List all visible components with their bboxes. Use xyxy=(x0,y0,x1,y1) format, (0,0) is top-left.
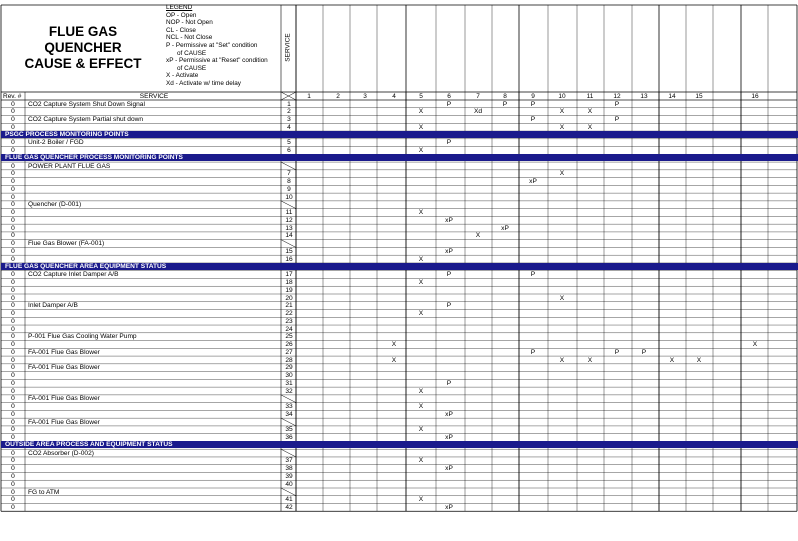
effect-mark: P xyxy=(446,139,452,147)
effect-mark: X xyxy=(587,123,593,131)
cause-number: 10 xyxy=(285,193,293,201)
title-line-3: CAUSE & EFFECT xyxy=(24,56,142,71)
service-description: CO2 Capture System Partial shut down xyxy=(28,116,144,124)
rev-cell: 0 xyxy=(11,147,15,155)
rev-cell: 0 xyxy=(11,162,15,170)
cause-number: 2 xyxy=(287,108,291,116)
cause-number: 11 xyxy=(285,209,293,217)
cause-number: 19 xyxy=(285,286,293,294)
cause-number: 18 xyxy=(285,278,293,286)
rev-cell: 0 xyxy=(11,310,15,318)
legend-item: xP - Permissive at "Reset" condition xyxy=(166,57,268,65)
cause-number: 23 xyxy=(285,317,293,325)
cause-number: 17 xyxy=(285,271,293,279)
effect-mark: X xyxy=(418,310,424,318)
cause-number: 4 xyxy=(287,123,291,131)
rev-cell: 0 xyxy=(11,504,15,512)
rev-cell: 0 xyxy=(11,271,15,279)
cause-number: 14 xyxy=(285,232,293,240)
effect-mark: X xyxy=(587,108,593,116)
legend-item: of CAUSE xyxy=(177,64,207,72)
cause-number: 38 xyxy=(285,465,293,473)
effect-col-header-3: 3 xyxy=(363,93,367,100)
rev-cell: 0 xyxy=(11,286,15,294)
rev-cell: 0 xyxy=(11,185,15,193)
effect-mark: X xyxy=(475,232,481,240)
effect-mark: P xyxy=(530,116,536,124)
effect-col-header-1: 1 xyxy=(307,93,311,100)
effect-mark: P xyxy=(641,348,647,356)
effect-mark: X xyxy=(418,255,424,263)
effect-col-header-16: 16 xyxy=(751,93,759,100)
grid-line xyxy=(281,162,296,170)
rev-cell: 0 xyxy=(11,472,15,480)
service-description: Quencher (D-001) xyxy=(28,201,82,209)
cause-number: 22 xyxy=(285,310,293,318)
effect-mark: X xyxy=(418,457,424,465)
cause-number: 24 xyxy=(285,325,293,333)
section-header: FLUE GAS QUENCHER PROCESS MONITORING POINTS xyxy=(1,154,798,161)
grid-line xyxy=(281,488,296,496)
effect-mark: X xyxy=(696,356,702,364)
cause-number: 31 xyxy=(285,379,293,387)
rev-cell: 0 xyxy=(11,395,15,403)
rev-cell: 0 xyxy=(11,418,15,426)
service-description: CO2 Absorber (D-002) xyxy=(28,449,94,457)
rev-cell: 0 xyxy=(11,193,15,201)
rev-cell: 0 xyxy=(11,356,15,364)
rev-cell: 0 xyxy=(11,170,15,178)
rev-cell: 0 xyxy=(11,317,15,325)
effect-mark: P xyxy=(530,271,536,279)
legend-item: OP - Open xyxy=(166,11,197,19)
grid-line xyxy=(281,201,296,209)
effect-mark: X xyxy=(418,108,424,116)
effect-mark: Xd xyxy=(473,108,483,116)
rev-cell: 0 xyxy=(11,333,15,341)
effect-mark: xP xyxy=(445,216,453,224)
cause-number: 34 xyxy=(285,410,293,418)
service-header: SERVICE xyxy=(139,93,169,100)
effect-mark: X xyxy=(418,387,424,395)
title-line-1: FLUE GAS xyxy=(48,24,118,39)
legend-item: X - Activate xyxy=(166,72,199,80)
rev-cell: 0 xyxy=(11,278,15,286)
rev-cell: 0 xyxy=(11,240,15,248)
rev-cell: 0 xyxy=(11,372,15,380)
cause-number: 27 xyxy=(285,348,293,356)
effect-mark: X xyxy=(559,170,565,178)
service-vertical-label: SERVICE xyxy=(284,33,292,62)
cause-number: 9 xyxy=(287,185,291,193)
effect-mark: xP xyxy=(529,178,537,186)
effect-mark: P xyxy=(446,271,452,279)
service-description: CO2 Capture System Shut Down Signal xyxy=(28,100,145,108)
cause-number: 42 xyxy=(285,504,293,512)
rev-cell: 0 xyxy=(11,224,15,232)
rev-cell: 0 xyxy=(11,465,15,473)
cause-number: 20 xyxy=(285,294,293,302)
rev-cell: 0 xyxy=(11,178,15,186)
cause-number: 3 xyxy=(287,116,291,124)
rev-cell: 0 xyxy=(11,201,15,209)
effect-mark: X xyxy=(418,403,424,411)
effect-col-header-15: 15 xyxy=(695,93,703,100)
legend-item: P - Permissive at "Set" condition xyxy=(166,41,258,49)
cause-number: 33 xyxy=(285,403,293,411)
grid-line xyxy=(281,418,296,426)
effect-mark: P xyxy=(446,100,452,108)
cause-number: 8 xyxy=(287,178,291,186)
effect-mark: X xyxy=(391,341,397,349)
rev-cell: 0 xyxy=(11,379,15,387)
rev-header: Rev. # xyxy=(3,93,22,100)
legend-item: CL - Close xyxy=(166,26,196,34)
effect-mark: X xyxy=(559,108,565,116)
rev-cell: 0 xyxy=(11,247,15,255)
rev-cell: 0 xyxy=(11,348,15,356)
rev-cell: 0 xyxy=(11,139,15,147)
effect-mark: X xyxy=(418,123,424,131)
service-description: FA-001 Flue Gas Blower xyxy=(28,418,100,426)
effect-col-header-14: 14 xyxy=(668,93,676,100)
cause-number: 16 xyxy=(285,255,293,263)
effect-mark: X xyxy=(559,356,565,364)
effect-col-header-8: 8 xyxy=(503,93,507,100)
cause-number: 25 xyxy=(285,333,293,341)
cause-number: 15 xyxy=(285,247,293,255)
rev-cell: 0 xyxy=(11,364,15,372)
effect-mark: X xyxy=(669,356,675,364)
service-description: Unit-2 Boiler / FGD xyxy=(28,139,84,147)
service-description: Inlet Damper A/B xyxy=(28,302,78,310)
grid-line xyxy=(281,240,296,248)
rev-cell: 0 xyxy=(11,488,15,496)
effect-mark: P xyxy=(446,302,452,310)
effect-col-header-5: 5 xyxy=(419,93,423,100)
effect-col-header-13: 13 xyxy=(640,93,648,100)
rev-cell: 0 xyxy=(11,108,15,116)
cause-number: 26 xyxy=(285,341,293,349)
effect-mark: X xyxy=(418,426,424,434)
cause-number: 35 xyxy=(285,426,293,434)
rev-cell: 0 xyxy=(11,232,15,240)
rev-cell: 0 xyxy=(11,100,15,108)
effect-mark: X xyxy=(418,147,424,155)
effect-mark: xP xyxy=(445,504,453,512)
rev-cell: 0 xyxy=(11,457,15,465)
title-line-2: QUENCHER xyxy=(44,40,122,55)
rev-cell: 0 xyxy=(11,255,15,263)
rev-cell: 0 xyxy=(11,209,15,217)
effect-mark: X xyxy=(418,209,424,217)
cause-number: 30 xyxy=(285,372,293,380)
effect-col-header-9: 9 xyxy=(531,93,535,100)
rev-cell: 0 xyxy=(11,496,15,504)
effect-col-header-10: 10 xyxy=(558,93,566,100)
effect-mark: X xyxy=(559,294,565,302)
cause-number: 6 xyxy=(287,147,291,155)
effect-col-header-7: 7 xyxy=(476,93,480,100)
service-description: Flue Gas Blower (FA-001) xyxy=(28,240,105,248)
effect-mark: P xyxy=(614,116,620,124)
effect-mark: xP xyxy=(445,434,453,442)
effect-mark: xP xyxy=(501,224,509,232)
effect-mark: X xyxy=(587,356,593,364)
service-description: POWER PLANT FLUE GAS xyxy=(28,162,111,170)
rev-cell: 0 xyxy=(11,123,15,131)
legend-item: NOP - Not Open xyxy=(166,19,213,27)
cause-number: 28 xyxy=(285,356,293,364)
cause-number: 41 xyxy=(285,496,293,504)
effect-mark: X xyxy=(391,356,397,364)
effect-col-header-2: 2 xyxy=(336,93,340,100)
effect-col-header-12: 12 xyxy=(613,93,621,100)
effect-mark: P xyxy=(614,100,620,108)
legend-item: Xd - Activate w/ time delay xyxy=(166,79,241,87)
effect-mark: X xyxy=(752,341,758,349)
section-header: OUTSIDE AREA PROCESS AND EQUIPMENT STATUS xyxy=(1,441,798,448)
section-header: FLUE GAS QUENCHER AREA EQUIPMENT STATUS xyxy=(1,263,798,270)
service-description: FA-001 Flue Gas Blower xyxy=(28,395,100,403)
effect-mark: xP xyxy=(445,465,453,473)
effect-mark: xP xyxy=(445,410,453,418)
effect-mark: P xyxy=(446,379,452,387)
effect-mark: X xyxy=(418,278,424,286)
rev-cell: 0 xyxy=(11,325,15,333)
grid-line xyxy=(281,395,296,403)
rev-cell: 0 xyxy=(11,426,15,434)
effect-mark: P xyxy=(614,348,620,356)
effect-mark: X xyxy=(418,496,424,504)
cause-number: 5 xyxy=(287,139,291,147)
effect-col-header-4: 4 xyxy=(392,93,396,100)
cause-number: 7 xyxy=(287,170,291,178)
service-description: P-001 Flue Gas Cooling Water Pump xyxy=(28,333,137,341)
legend-heading: LEGEND xyxy=(166,4,193,11)
section-header: PSGC PROCESS MONITORING POINTS xyxy=(1,131,798,138)
rev-cell: 0 xyxy=(11,302,15,310)
rev-cell: 0 xyxy=(11,480,15,488)
rev-cell: 0 xyxy=(11,341,15,349)
cause-number: 13 xyxy=(285,224,293,232)
cause-number: 12 xyxy=(285,216,293,224)
effect-mark: xP xyxy=(445,247,453,255)
cause-number: 39 xyxy=(285,472,293,480)
rev-cell: 0 xyxy=(11,449,15,457)
rev-cell: 0 xyxy=(11,434,15,442)
service-description: FA-001 Flue Gas Blower xyxy=(28,348,100,356)
service-description: FG to ATM xyxy=(28,488,60,496)
rev-cell: 0 xyxy=(11,410,15,418)
effect-col-header-6: 6 xyxy=(447,93,451,100)
cause-number: 37 xyxy=(285,457,293,465)
grid-line xyxy=(281,449,296,457)
cause-number: 36 xyxy=(285,434,293,442)
cause-number: 32 xyxy=(285,387,293,395)
effect-mark: P xyxy=(502,100,508,108)
rev-cell: 0 xyxy=(11,116,15,124)
rev-cell: 0 xyxy=(11,387,15,395)
rev-cell: 0 xyxy=(11,216,15,224)
cause-number: 29 xyxy=(285,364,293,372)
effect-mark: P xyxy=(530,100,536,108)
cause-number: 40 xyxy=(285,480,293,488)
legend-item: NCL - Not Close xyxy=(166,34,213,42)
rev-cell: 0 xyxy=(11,403,15,411)
cause-number: 21 xyxy=(285,302,293,310)
service-description: FA-001 Flue Gas Blower xyxy=(28,364,100,372)
effect-mark: P xyxy=(530,348,536,356)
service-description: CO2 Capture Inlet Damper A/B xyxy=(28,271,119,279)
cause-number: 1 xyxy=(287,100,291,108)
legend-item: of CAUSE xyxy=(177,49,207,57)
effect-col-header-11: 11 xyxy=(586,93,594,100)
rev-cell: 0 xyxy=(11,294,15,302)
effect-mark: X xyxy=(559,123,565,131)
